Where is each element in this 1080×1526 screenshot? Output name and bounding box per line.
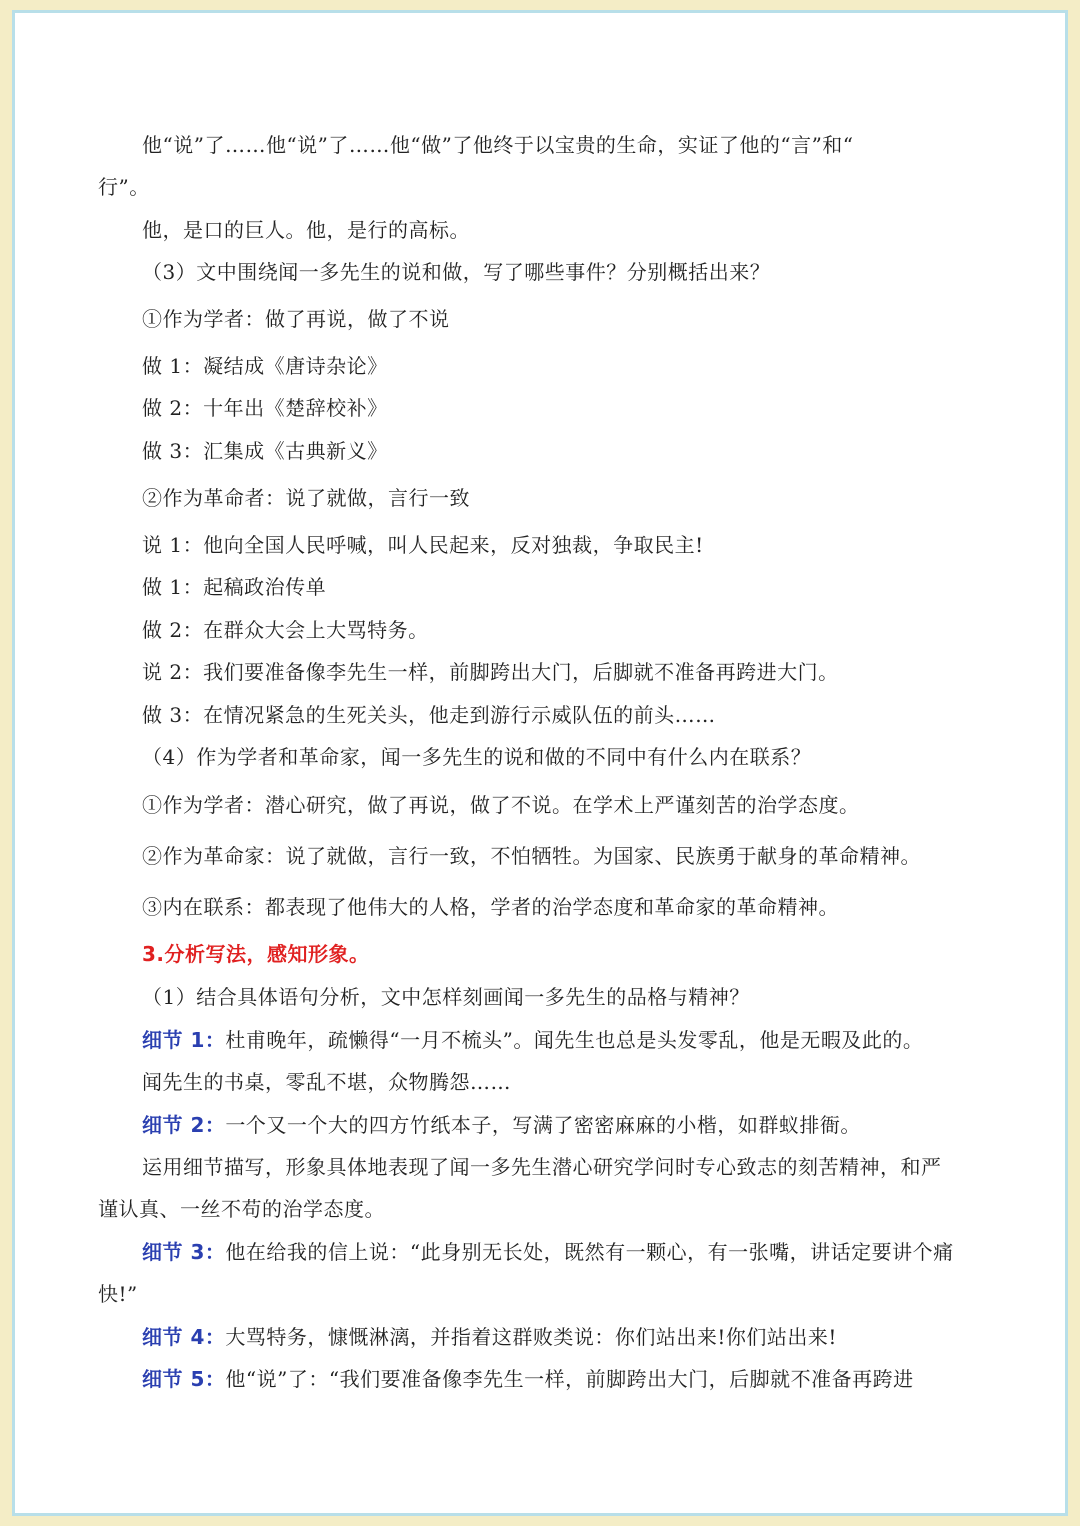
text-line: 他，是口的巨人。他，是行的高标。 <box>142 218 470 242</box>
text-line: ②作为革命者：说了就做，言行一致 <box>142 486 470 510</box>
detail-text: 一个又一个大的四方竹纸本子，写满了密密麻麻的小楷，如群蚁排衙。 <box>225 1113 861 1137</box>
detail-label: 细节 2： <box>142 1113 226 1137</box>
text-line: 做 2：在群众大会上大骂特务。 <box>142 618 429 642</box>
text-line: ③内在联系：都表现了他伟大的人格，学者的治学态度和革命家的革命精神。 <box>142 895 839 919</box>
detail-label: 细节 3： <box>142 1240 226 1264</box>
detail-2 <box>142 1110 861 1140</box>
detail-text: 杜甫晚年，疏懒得“一月不梳头”。闻先生也总是头发零乱，他是无暇及此的。 <box>225 1028 924 1052</box>
question-3: （3）文中围绕闻一多先生的说和做，写了哪些事件？分别概括出来？ <box>142 260 771 284</box>
text-line: 快!” <box>98 1282 138 1306</box>
text-line: 做 1：起稿政治传单 <box>142 575 327 599</box>
text-line: 做 3：汇集成《古典新义》 <box>142 439 388 463</box>
text-line: 说 2：我们要准备像李先生一样，前脚跨出大门，后脚就不准备再跨进大门。 <box>142 660 839 684</box>
detail-text: 他在给我的信上说：“此身别无长处，既然有一颗心，有一张嘴，讲话定要讲个痛 <box>225 1240 954 1264</box>
text-line: 他“说”了……他“说”了……他“做”了他终于以宝贵的生命，实证了他的“言”和“ <box>142 133 854 157</box>
text-line: 做 2：十年出《楚辞校补》 <box>142 396 388 420</box>
text-line: 说 1：他向全国人民呼喊，叫人民起来，反对独裁，争取民主! <box>142 533 704 557</box>
detail-text: 他“说”了：“我们要准备像李先生一样，前脚跨出大门，后脚就不准备再跨进 <box>225 1367 914 1391</box>
text-line: 运用细节描写，形象具体地表现了闻一多先生潜心研究学问时专心致志的刻苦精神，和严 <box>142 1155 942 1179</box>
text-line: ②作为革命家：说了就做，言行一致，不怕牺牲。为国家、民族勇于献身的革命精神。 <box>142 844 921 868</box>
text-line: 行”。 <box>98 175 150 199</box>
text-line: 谨认真、一丝不苟的治学态度。 <box>98 1197 385 1221</box>
text-line: 做 3：在情况紧急的生死关头，他走到游行示威队伍的前头…… <box>142 703 716 727</box>
detail-label: 细节 4： <box>142 1325 226 1349</box>
section-heading: 3.分析写法，感知形象。 <box>142 942 370 966</box>
question-4: （4）作为学者和革命家，闻一多先生的说和做的不同中有什么内在联系？ <box>142 745 812 769</box>
detail-4 <box>142 1322 837 1352</box>
detail-label: 细节 1： <box>142 1028 226 1052</box>
detail-1 <box>142 1025 923 1055</box>
text-line: 做 1：凝结成《唐诗杂论》 <box>142 354 388 378</box>
detail-3 <box>142 1237 954 1267</box>
text-line: ①作为学者：做了再说，做了不说 <box>142 307 450 331</box>
detail-5 <box>142 1364 914 1394</box>
detail-text: 大骂特务，慷慨淋漓，并指着这群败类说：你们站出来!你们站出来! <box>225 1325 837 1349</box>
question-1: （1）结合具体语句分析，文中怎样刻画闻一多先生的品格与精神？ <box>142 985 750 1009</box>
text-line: ①作为学者：潜心研究，做了再说，做了不说。在学术上严谨刻苦的治学态度。 <box>142 793 860 817</box>
detail-label: 细节 5： <box>142 1367 226 1391</box>
text-line: 闻先生的书桌，零乱不堪，众物腾怨…… <box>142 1070 511 1094</box>
